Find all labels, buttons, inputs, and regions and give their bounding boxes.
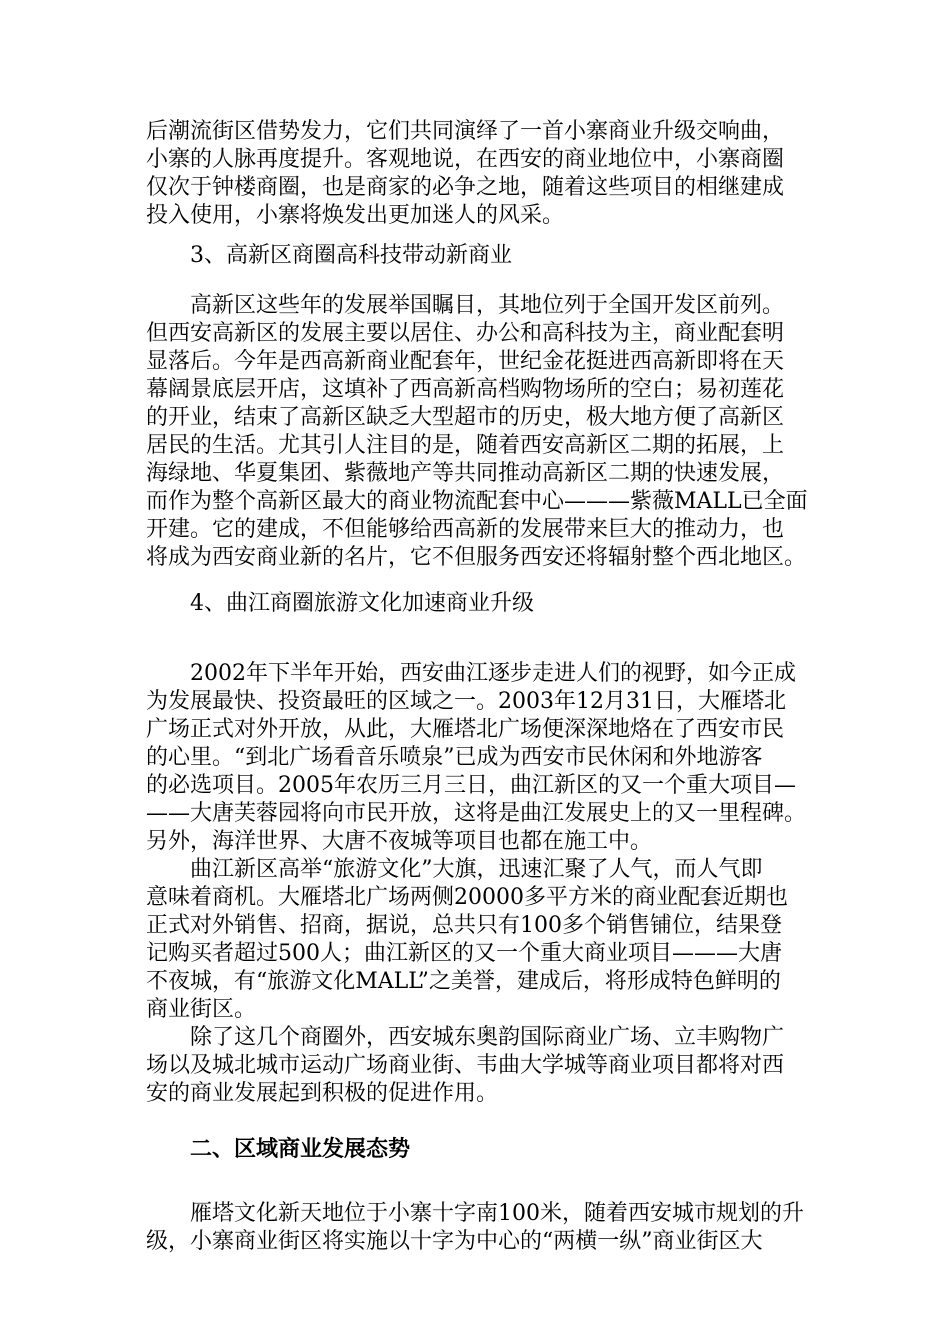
- text-line: 海绿地、华夏集团、紫薇地产等共同推动高新区二期的快速发展，: [146, 461, 785, 486]
- section-heading-gaoxin: 3、高新区商圈高科技带动新商业: [190, 243, 512, 268]
- text-line: 高新区这些年的发展举国瞩目，其地位列于全国开发区前列。: [190, 293, 785, 318]
- text-line: 但西安高新区的发展主要以居住、办公和高科技为主，商业配套明: [146, 321, 785, 346]
- text-line: 的心里。“到北广场看音乐喷泉”已成为西安市民休闲和外地游客: [146, 745, 763, 770]
- text-line: 开建。它的建成，不但能够给西高新的发展带来巨大的推动力，也: [146, 517, 785, 542]
- text-line: 仅次于钟楼商圈，也是商家的必争之地，随着这些项目的相继建成: [146, 175, 785, 200]
- text-line: 级，小寨商业街区将实施以十字为中心的“两横一纵”商业街区大: [146, 1229, 763, 1254]
- text-line: 的必选项目。2005年农历三月三日，曲江新区的又一个重大项目—: [146, 773, 796, 798]
- text-line: 曲江新区高举“旅游文化”大旗，迅速汇聚了人气，而人气即: [190, 857, 763, 882]
- text-line: 幕阔景底层开店，这填补了西高新高档购物场所的空白；易初莲花: [146, 377, 785, 402]
- text-line: 为发展最快、投资最旺的区域之一。2003年12月31日，大雁塔北: [146, 689, 786, 714]
- text-line: 小寨的人脉再度提升。客观地说，在西安的商业地位中，小寨商圈: [146, 147, 785, 172]
- section-heading-regional: 二、区域商业发展态势: [190, 1137, 411, 1162]
- text-line: 将成为西安商业新的名片，它不但服务西安还将辐射整个西北地区。: [146, 545, 807, 570]
- text-line: 投入使用，小寨将焕发出更加迷人的风采。: [146, 203, 565, 228]
- text-line: 后潮流街区借势发力，它们共同演绎了一首小寨商业升级交响曲，: [146, 119, 785, 144]
- text-line: 记购买者超过500人；曲江新区的又一个重大商业项目———大唐: [146, 941, 782, 966]
- text-line: 另外，海洋世界、大唐不夜城等项目也都在施工中。: [146, 829, 653, 854]
- text-line: ——大唐芙蓉园将向市民开放，这将是曲江发展史上的又一里程碑。: [146, 801, 807, 826]
- text-line: 商业街区。: [146, 997, 257, 1022]
- text-line: 居民的生活。尤其引人注目的是，随着西安高新区二期的拓展，上: [146, 433, 785, 458]
- text-line: 场以及城北城市运动广场商业街、韦曲大学城等商业项目都将对西: [146, 1053, 785, 1078]
- text-line: 不夜城，有“旅游文化MALL”之美誉，建成后，将形成特色鲜明的: [146, 969, 781, 994]
- section-heading-qujiang: 4、曲江商圈旅游文化加速商业升级: [190, 591, 534, 616]
- text-line: 广场正式对外开放，从此，大雁塔北广场便深深地烙在了西安市民: [146, 717, 785, 742]
- text-line: 意味着商机。大雁塔北广场两侧20000多平方米的商业配套近期也: [146, 885, 788, 910]
- text-line: 安的商业发展起到积极的促进作用。: [146, 1081, 499, 1106]
- text-line: 雁塔文化新天地位于小寨十字南100米，随着西安城市规划的升: [190, 1201, 804, 1226]
- text-line: 显落后。今年是西高新商业配套年，世纪金花挺进西高新即将在天: [146, 349, 785, 374]
- text-line: 2002年下半年开始，西安曲江逐步走进人们的视野，如今正成: [190, 661, 796, 686]
- text-line: 除了这几个商圈外，西安城东奥韵国际商业广场、立丰购物广: [190, 1025, 785, 1050]
- text-line: 的开业，结束了高新区缺乏大型超市的历史，极大地方便了高新区: [146, 405, 785, 430]
- text-line: 而作为整个高新区最大的商业物流配套中心———紫薇MALL已全面: [146, 489, 808, 514]
- text-line: 正式对外销售、招商，据说，总共只有100多个销售铺位，结果登: [146, 913, 782, 938]
